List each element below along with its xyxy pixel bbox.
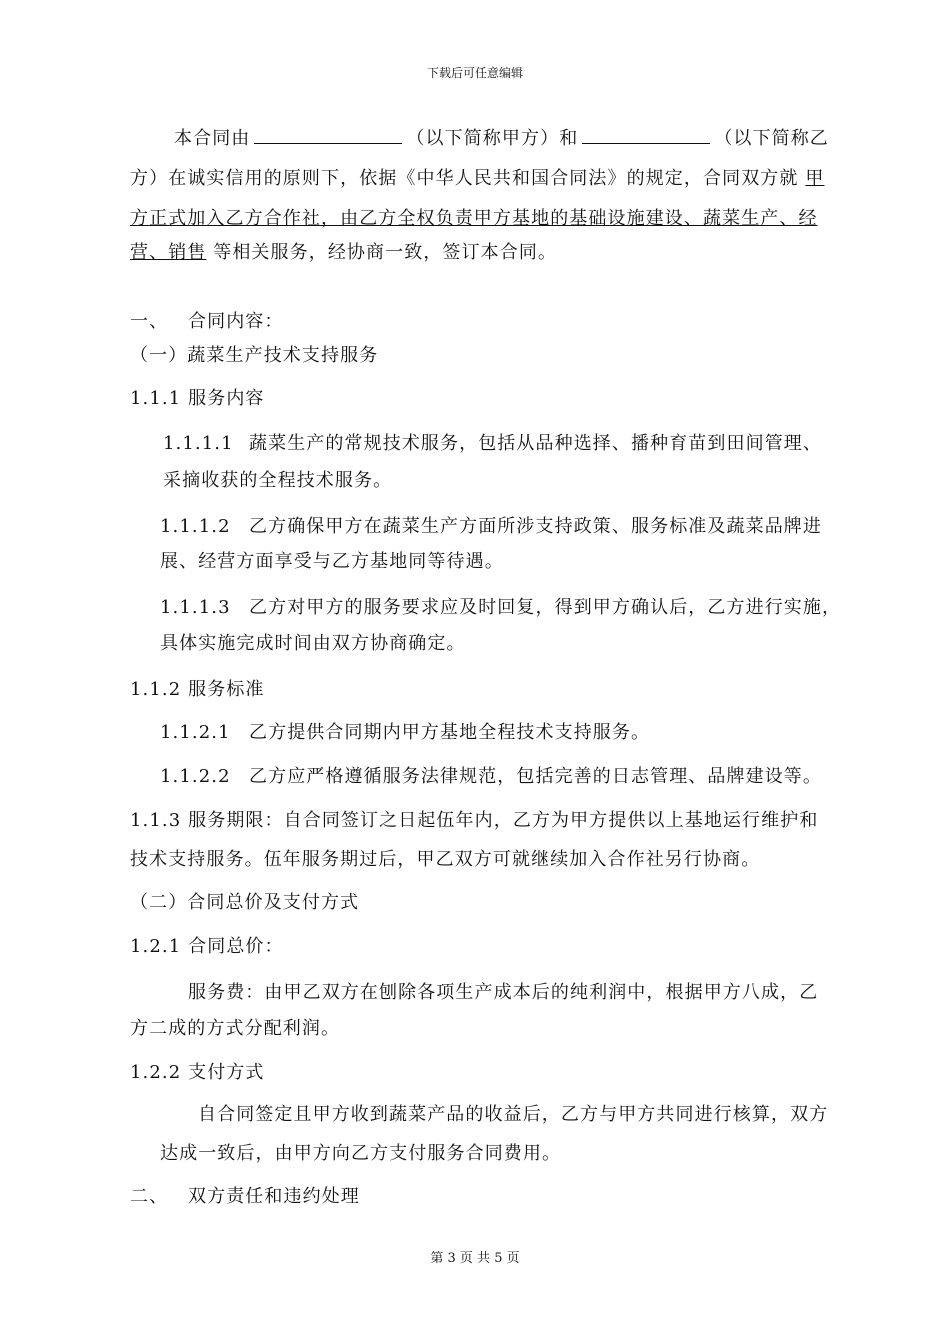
clause-1-1-2-2 [160, 762, 822, 788]
intro-text: （以下简称甲方）和 [406, 128, 579, 149]
subsection-heading: （一）蔬菜生产技术支持服务 [130, 345, 379, 366]
clause-text-cont: 技术支持服务。伍年服务期过后，甲乙双方可就继续加入合作社另行协商。 [130, 849, 761, 870]
clause-text-cont: 展、经营方面享受与乙方基地同等待遇。 [160, 551, 504, 572]
clause-text: 服务费：由甲乙双方在刨除各项生产成本后的纯利润中，根据甲方八成，乙 [188, 982, 819, 1003]
section-title: 双方责任和违约处理 [188, 1186, 360, 1207]
page-footer: 第 3 页 共 5 页 [430, 1251, 520, 1266]
section-title: 合同内容： [188, 311, 284, 332]
clause-1-1-1-3 [160, 593, 841, 619]
intro-line-2 [130, 164, 824, 190]
clause-text-cont: 采摘收获的全程技术服务。 [163, 470, 393, 491]
section-heading [130, 1182, 360, 1208]
clause-1-1-1-2 [160, 512, 822, 538]
clause-heading: 1.1.1 服务内容 [130, 388, 265, 409]
clause-text-cont: 方二成的方式分配利润。 [130, 1018, 341, 1039]
intro-text: 本合同由 [174, 128, 251, 149]
intro-text: 方）在诚实信用的原则下，依据《中华人民共和国合同法》的规定，合同双方就 [130, 168, 799, 189]
clause-text: 乙方应严格遵循服务法律规范，包括完善的日志管理、品牌建设等。 [249, 766, 822, 787]
intro-underlined-text: 甲 [805, 168, 825, 189]
party-b-blank [582, 129, 710, 144]
section-heading [130, 307, 284, 333]
clause-1-1-2-1 [160, 718, 650, 744]
intro-text: （以下简称乙 [714, 128, 829, 149]
clause-text: 蔬菜生产的常规技术服务，包括从品种选择、播种育苗到田间管理、 [249, 433, 822, 454]
section-number: 一、 [130, 311, 169, 332]
clause-number: 1.1.2.1 [160, 722, 231, 743]
clause-text: 乙方确保甲方在蔬菜生产方面所涉支持政策、服务标准及蔬菜品牌进 [249, 516, 822, 537]
subsection-heading: （二）合同总价及支付方式 [130, 892, 360, 913]
clause-1-1-3: 1.1.3 服务期限：自合同签订之日起伍年内，乙方为甲方提供以上基地运行维护和 [130, 810, 819, 831]
clause-number: 1.1.1.3 [160, 597, 231, 618]
intro-line-3: 方正式加入乙方合作社，由乙方全权负责甲方基地的基础设施建设、蔬菜生产、经 [130, 208, 818, 229]
clause-number: 1.1.2.2 [160, 766, 231, 787]
clause-text: 乙方对甲方的服务要求应及时回复，得到甲方确认后，乙方进行实施， [249, 597, 842, 618]
clause-heading: 1.1.2 服务标准 [130, 679, 265, 700]
clause-1-1-1-1 [163, 429, 822, 455]
clause-heading: 1.2.1 合同总价： [130, 936, 284, 957]
section-number: 二、 [130, 1186, 169, 1207]
clause-number: 1.1.1.2 [160, 516, 231, 537]
page-header: 下载后可任意编辑 [426, 66, 523, 80]
intro-underlined-text: 营、销售 [130, 242, 207, 263]
intro-line-1 [174, 124, 829, 150]
clause-text: 自合同签定且甲方收到蔬菜产品的收益后，乙方与甲方共同进行核算，双方 [198, 1104, 829, 1125]
clause-number: 1.1.1.1 [163, 433, 234, 454]
clause-heading: 1.2.2 支付方式 [130, 1062, 265, 1083]
clause-text-cont: 达成一致后，由甲方向乙方支付服务合同费用。 [160, 1143, 562, 1164]
intro-line-4 [130, 238, 557, 264]
clause-text-cont: 具体实施完成时间由双方协商确定。 [160, 633, 466, 654]
intro-text: 等相关服务，经协商一致，签订本合同。 [213, 242, 558, 263]
clause-text: 乙方提供合同期内甲方基地全程技术支持服务。 [249, 722, 651, 743]
party-a-blank [254, 129, 402, 144]
